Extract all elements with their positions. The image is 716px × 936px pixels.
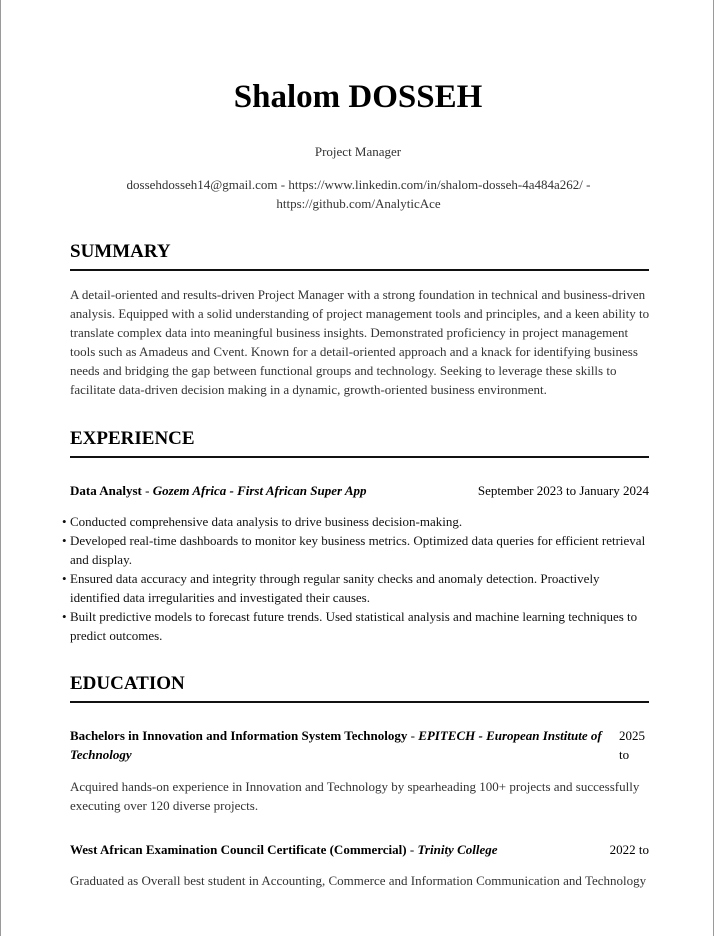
github-link[interactable]: https://github.com/AnalyticAce	[276, 196, 441, 211]
education-separator: -	[407, 728, 419, 743]
contact-line	[71, 175, 646, 213]
education-separator: -	[406, 842, 418, 857]
education-school: EPITECH - European Institute of Technology	[70, 728, 602, 762]
education-heading: EDUCATION	[70, 673, 649, 703]
contact-separator: -	[582, 177, 591, 192]
job-bullet: • Developed real-time dashboards to monitor key business metrics. Optimized data queries for efficient retrieval and display.	[62, 531, 652, 569]
experience-heading: EXPERIENCE	[70, 428, 649, 458]
job-bullet: • Conducted comprehensive data analysis to drive business decision-making.	[62, 512, 652, 531]
education-title-line	[70, 840, 498, 859]
candidate-name: Shalom DOSSEH	[233, 79, 483, 115]
job-title-line	[70, 481, 367, 500]
linkedin-link[interactable]: https://www.linkedin.com/in/shalom-dosseh-4a484a262/	[288, 177, 583, 192]
email-link[interactable]: dossehdosseh14@gmail.com	[126, 177, 278, 192]
education-dates: 2022 to	[609, 842, 649, 857]
job-header	[70, 481, 649, 500]
education-degree: West African Examination Council Certificate (Commercial)	[70, 842, 407, 857]
education-description: Acquired hands-on experience in Innovation and Technology by spearheading 100+ projects and successfully executing over 120 diverse projects.	[70, 779, 640, 813]
education-school: Trinity College	[417, 842, 498, 857]
education-item-header	[70, 840, 649, 859]
job-company: Gozem Africa - First African Super App	[152, 483, 367, 498]
education-description: Graduated as Overall best student in Accounting, Commerce and Information Communication and Technology	[70, 873, 647, 888]
summary-text: A detail-oriented and results-driven Project Manager with a strong foundation in technical and business-driven analysis. Equipped with a solid understanding of project management tools and principles, and a keen ability to translate complex data into meaningful business insights. Demonstrated proficiency in project management tools such as Amadeus and Cvent. Known for a detail-oriented approach and a knack for identifying business needs and bridging the gap between functional groups and technology. Seeking to leverage these skills to facilitate data-driven decision making in a dynamic, growth-oriented business environment.	[70, 287, 650, 397]
job-bullet: • Ensured data accuracy and integrity through regular sanity checks and anomaly detection. Proactively identified data irregularities and investigated their causes.	[62, 569, 652, 607]
job-dates: September 2023 to January 2024	[477, 483, 649, 498]
education-degree: Bachelors in Innovation and Information System Technology	[70, 728, 408, 743]
education-dates: 2025 to	[619, 728, 645, 762]
job-bullet-list	[62, 512, 652, 645]
candidate-role: Project Manager	[314, 144, 402, 159]
contact-separator: -	[277, 177, 289, 192]
education-title-line	[70, 726, 605, 764]
job-bullet: • Built predictive models to forecast future trends. Used statistical analysis and machine learning techniques to predict outcomes.	[62, 607, 652, 645]
job-separator: -	[141, 483, 153, 498]
education-item-header	[70, 726, 649, 764]
summary-heading: SUMMARY	[70, 241, 649, 271]
job-position: Data Analyst	[70, 483, 142, 498]
